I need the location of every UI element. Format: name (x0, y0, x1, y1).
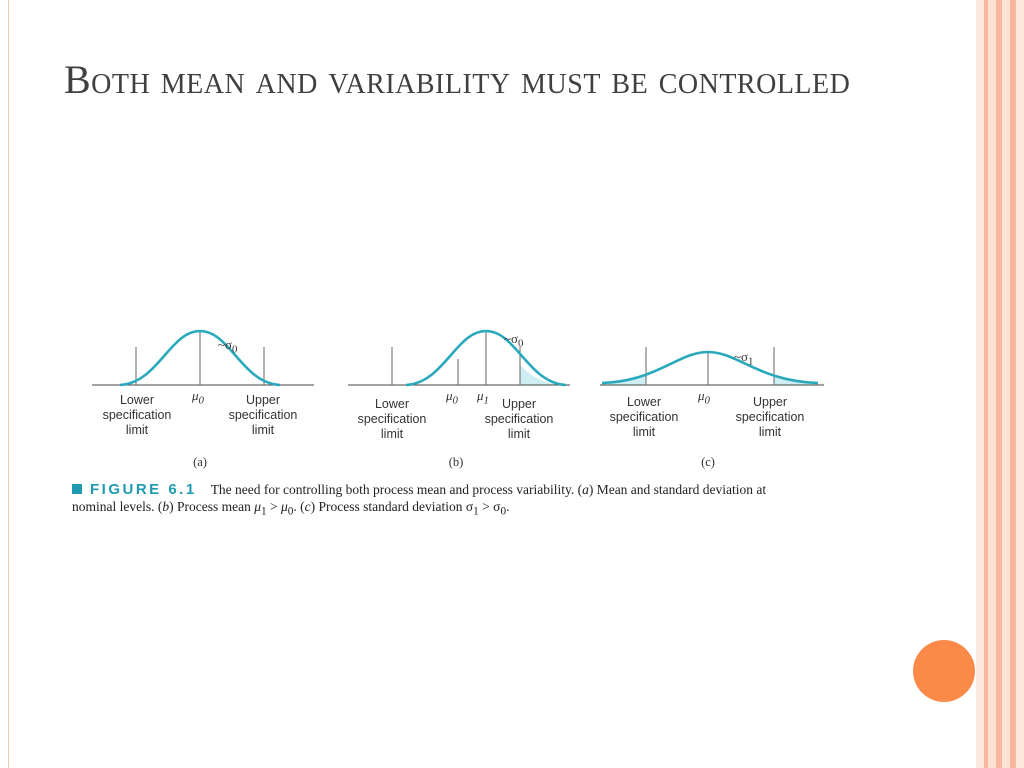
stripe-1 (976, 0, 984, 768)
lower-spec-label: Lower specification limit (609, 395, 679, 439)
sigma-label: $\sim\sigma_0$ (218, 337, 238, 356)
upper-spec-label: Upper specification limit (735, 395, 805, 439)
right-decorative-stripes (976, 0, 1024, 768)
sigma-label: $\sim\sigma_1$ (734, 349, 754, 368)
caption-square-icon (72, 484, 82, 494)
panel-tag: (a) (193, 455, 207, 469)
panel-tag: (b) (448, 455, 464, 469)
stripe-5 (1002, 0, 1010, 768)
figure-label: FIGURE 6.1 (90, 481, 197, 498)
stripe-7 (1016, 0, 1024, 768)
panel-c (598, 325, 828, 475)
upper-spec-label: Upper specification limit (228, 393, 298, 437)
accent-circle (913, 640, 975, 702)
stripe-3 (988, 0, 996, 768)
panel-b-plot (344, 325, 574, 405)
panel-a (88, 325, 318, 475)
sigma-label: $\sim\sigma_0$ (504, 331, 524, 350)
distribution-curve (602, 352, 818, 383)
figure-caption: FIGURE 6.1 The need for controlling both process mean and process variability. (a) Mean and standard deviation at nominal levels. (b) Process mean $\mu_1 > \mu_0$. (c) Process standard deviation $\sigma_1 > \sigma_0$. (72, 481, 767, 518)
panel-c-plot (598, 325, 828, 405)
mean-label: $\mu_0$ (192, 388, 204, 407)
upper-spec-label: Upper specification limit (484, 397, 554, 441)
lower-spec-label: Lower specification limit (102, 393, 172, 437)
panel-b (344, 325, 574, 475)
figure-6-1 (88, 325, 828, 475)
mu0-label: $\mu_0$ (446, 388, 458, 407)
left-border-line (8, 0, 9, 768)
slide-title: Both mean and variability must be controlled (64, 57, 851, 102)
mu1-label: $\mu_1$ (477, 388, 489, 407)
lower-spec-label: Lower specification limit (357, 397, 427, 441)
mean-label: $\mu_0$ (698, 388, 710, 407)
panel-tag: (c) (701, 455, 715, 469)
